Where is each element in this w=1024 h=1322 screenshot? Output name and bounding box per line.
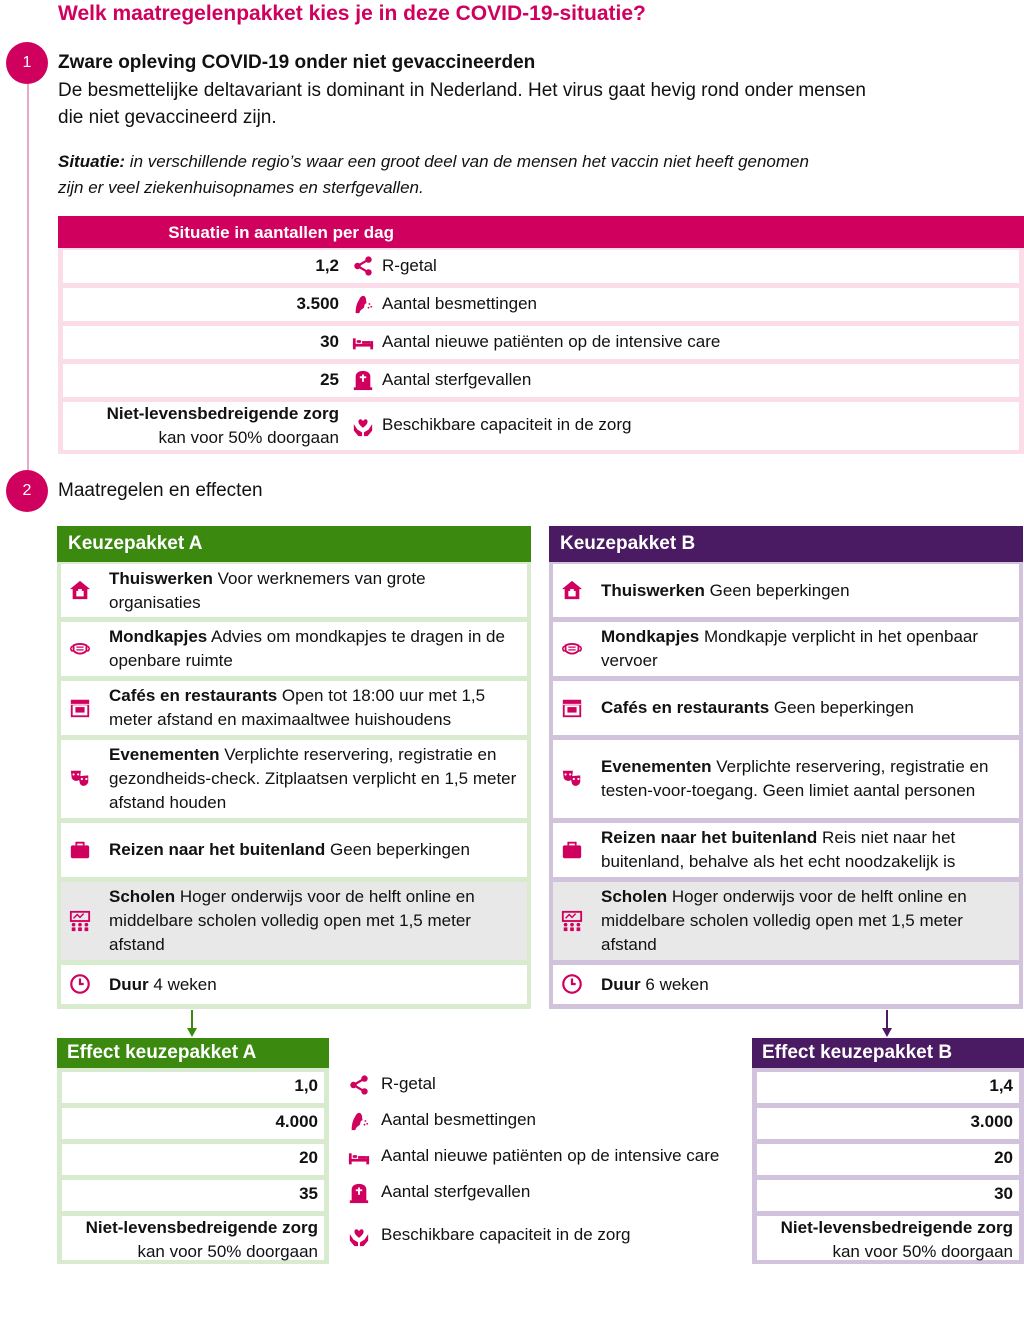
cough-person-icon xyxy=(352,293,374,315)
effect-b xyxy=(752,1038,1024,1264)
measure-row xyxy=(61,740,527,818)
clock-icon xyxy=(69,973,91,995)
measure-row xyxy=(553,740,1019,818)
situation-table-header xyxy=(58,216,1024,248)
situation-label: Aantal besmettingen xyxy=(382,294,537,313)
situation-value: 30 xyxy=(320,332,339,351)
measure-text: Evenementen Verplichte reservering, registratie en gezondheids-check. Zitplaatsen verplicht en 1,5 meter afstand houden xyxy=(109,745,517,812)
effect-label: Aantal besmettingen xyxy=(381,1110,536,1129)
measure-text: Duur 6 weken xyxy=(601,975,709,994)
measure-row xyxy=(61,823,527,877)
effect-a xyxy=(57,1038,329,1264)
face-mask-icon xyxy=(69,638,91,660)
step-1-description: De besmettelijke deltavariant is dominant in Nederland. Het virus gaat hevig rond onder mensen die niet gevaccineerd zijn. xyxy=(58,80,866,128)
tombstone-icon xyxy=(348,1182,370,1204)
cough-person-icon xyxy=(348,1110,370,1132)
step-2-heading: Maatregelen en effecten xyxy=(58,480,263,501)
measure-text: Thuiswerken Voor werknemers van grote organisaties xyxy=(109,569,426,612)
step-1-heading: Zware opleving COVID-19 onder niet gevaccineerden xyxy=(58,52,536,73)
home-work-icon xyxy=(561,579,583,601)
share-icon xyxy=(352,255,374,277)
page-title: Welk maatregelenpakket kies je in deze COVID-19-situatie? xyxy=(58,2,646,25)
measure-text: Thuiswerken Geen beperkingen xyxy=(601,581,850,600)
situation-value: 1,2 xyxy=(315,256,339,275)
situation-label: Beschikbare capaciteit in de zorg xyxy=(382,415,632,434)
package-b xyxy=(549,526,1023,1009)
school-icon xyxy=(561,910,583,932)
measure-row xyxy=(61,681,527,735)
situation-value: 3.500 xyxy=(296,294,339,313)
arrow-b xyxy=(886,1010,888,1030)
effect-a-title: Effect keuzepakket A xyxy=(57,1038,329,1068)
hospital-bed-icon xyxy=(348,1146,370,1168)
effect-b-title: Effect keuzepakket B xyxy=(752,1038,1024,1068)
situation-row xyxy=(63,250,1019,283)
effect-label: R-getal xyxy=(381,1074,436,1093)
measure-text: Cafés en restaurants Geen beperkingen xyxy=(601,698,914,717)
effect-value: 1,4 xyxy=(757,1072,1019,1103)
effect-value: 30 xyxy=(757,1180,1019,1211)
heart-hands-icon xyxy=(348,1225,370,1247)
step-connector-line xyxy=(27,62,29,487)
measure-row xyxy=(61,882,527,960)
package-b-title: Keuzepakket B xyxy=(549,526,1023,562)
effect-label: Aantal nieuwe patiënten op de intensive care xyxy=(381,1146,720,1165)
home-work-icon xyxy=(69,579,91,601)
face-mask-icon xyxy=(561,638,583,660)
situation-row xyxy=(63,288,1019,321)
situation-value: 25 xyxy=(320,370,339,389)
situation-label: Aantal nieuwe patiënten op de intensive care xyxy=(382,332,721,351)
effect-label: Beschikbare capaciteit in de zorg xyxy=(381,1225,631,1244)
effect-value: 3.000 xyxy=(757,1108,1019,1139)
measure-text: Mondkapjes Mondkapje verplicht in het openbaar vervoer xyxy=(601,627,979,670)
suitcase-icon xyxy=(69,839,91,861)
measure-text: Cafés en restaurants Open tot 18:00 uur met 1,5 meter afstand en maximaaltwee huishoudens xyxy=(109,686,486,729)
share-icon xyxy=(348,1074,370,1096)
hospital-bed-icon xyxy=(352,331,374,353)
step-1-badge: 1 xyxy=(6,42,48,84)
arrow-a-head xyxy=(187,1028,197,1037)
arrow-b-head xyxy=(882,1028,892,1037)
measure-row xyxy=(553,965,1019,1004)
measure-text: Scholen Hoger onderwijs voor de helft online en middelbare scholen volledig open met 1,5 meter afstand xyxy=(109,887,475,954)
school-icon xyxy=(69,910,91,932)
effect-value: 1,0 xyxy=(62,1072,324,1103)
measure-text: Reizen naar het buitenland Reis niet naar het buitenland, behalve als het echt noodzakelijk is xyxy=(601,828,956,871)
restaurant-icon xyxy=(561,697,583,719)
measure-row xyxy=(61,564,527,617)
measure-row xyxy=(553,882,1019,960)
clock-icon xyxy=(561,973,583,995)
effect-value: 20 xyxy=(62,1144,324,1175)
measure-text: Evenementen Verplichte reservering, registratie en testen-voor-toegang. Geen limiet aantal personen xyxy=(601,757,989,800)
measure-row xyxy=(553,823,1019,877)
measure-row xyxy=(61,965,527,1004)
measure-row xyxy=(553,564,1019,617)
situation-row xyxy=(63,326,1019,359)
situation-table-title: Situatie in aantallen per dag xyxy=(168,223,394,242)
effect-care-value: Niet-levensbedreigende zorg kan voor 50% doorgaan xyxy=(62,1216,324,1260)
heart-hands-icon xyxy=(352,415,374,437)
effect-value: 20 xyxy=(757,1144,1019,1175)
restaurant-icon xyxy=(69,697,91,719)
situation-label: R-getal xyxy=(382,256,437,275)
situation-description: Situatie: in verschillende regio’s waar een groot deel van de mensen het vaccin niet heeft genomen zijn er veel ziekenhuisopnames en sterfgevallen. xyxy=(58,152,809,197)
effect-value: 35 xyxy=(62,1180,324,1211)
step-2-badge: 2 xyxy=(6,470,48,512)
situation-row xyxy=(63,364,1019,397)
theater-masks-icon xyxy=(561,768,583,790)
effect-label: Aantal sterfgevallen xyxy=(381,1182,531,1201)
measure-row xyxy=(553,622,1019,676)
measure-row xyxy=(553,681,1019,735)
package-a xyxy=(57,526,531,1009)
tombstone-icon xyxy=(352,369,374,391)
situation-label: Aantal sterfgevallen xyxy=(382,370,532,389)
measure-text: Mondkapjes Advies om mondkapjes te dragen in de openbare ruimte xyxy=(109,627,505,670)
measure-text: Reizen naar het buitenland Geen beperkingen xyxy=(109,840,470,859)
theater-masks-icon xyxy=(69,768,91,790)
measure-row xyxy=(61,622,527,676)
measure-text: Duur 4 weken xyxy=(109,975,217,994)
measure-text: Scholen Hoger onderwijs voor de helft online en middelbare scholen volledig open met 1,5 meter afstand xyxy=(601,887,967,954)
package-a-title: Keuzepakket A xyxy=(57,526,531,562)
arrow-a xyxy=(191,1010,193,1030)
situation-care-value: Niet-levensbedreigende zorg kan voor 50% doorgaan xyxy=(106,404,339,447)
situation-table xyxy=(58,216,1024,454)
effect-care-value: Niet-levensbedreigende zorg kan voor 50% doorgaan xyxy=(757,1216,1019,1260)
suitcase-icon xyxy=(561,839,583,861)
effect-value: 4.000 xyxy=(62,1108,324,1139)
situation-row-care xyxy=(63,402,1019,450)
